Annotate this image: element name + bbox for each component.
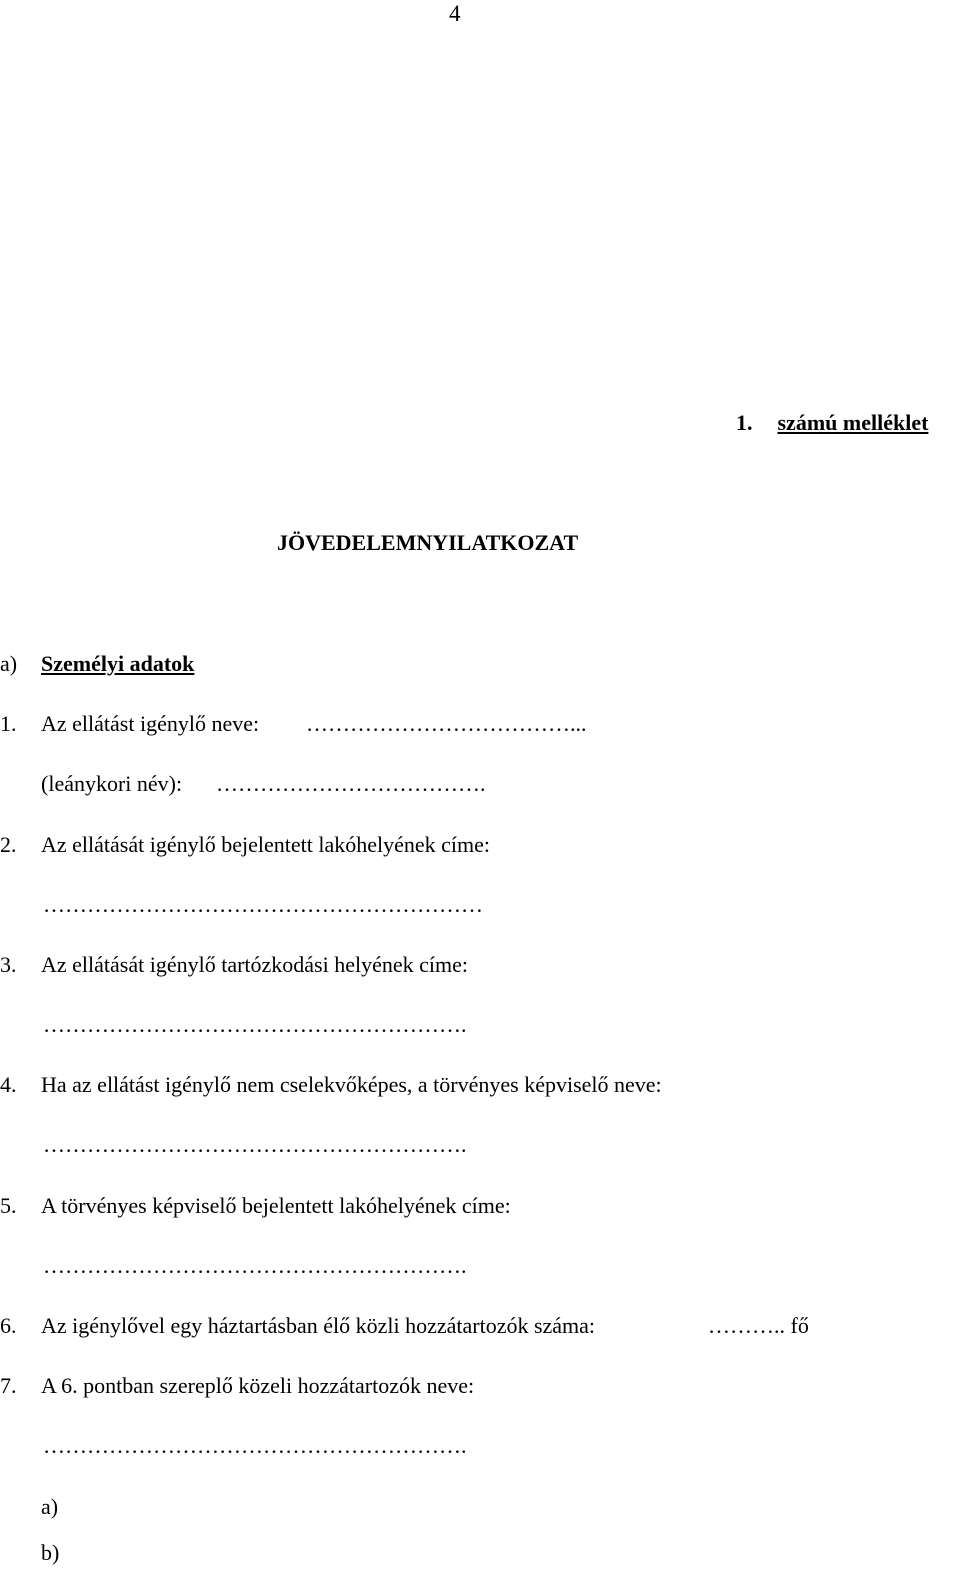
annex-text: számú melléklet bbox=[777, 410, 929, 435]
item-2-label: Az ellátását igénylő bejelentett lakóhelyének címe: bbox=[41, 832, 490, 857]
item-4-fill-line: …………………………………………………. bbox=[43, 1132, 467, 1157]
item-6-label: Az igénylővel egy háztartásban élő közli hozzátartozók száma: bbox=[41, 1313, 596, 1338]
item-4-number: 4. bbox=[0, 1072, 17, 1097]
annex-label bbox=[736, 409, 928, 437]
section-a-marker: a) bbox=[0, 651, 18, 676]
item-6-fill: ……….. fő bbox=[708, 1313, 809, 1338]
item-1-label: Az ellátást igénylő neve: bbox=[41, 711, 260, 736]
item-5-fill-line: …………………………………………………. bbox=[43, 1253, 467, 1278]
item-4-label: Ha az ellátást igénylő nem cselekvőképes, a törvényes képviselő neve: bbox=[41, 1072, 662, 1097]
item-3-label: Az ellátását igénylő tartózkodási helyének címe: bbox=[41, 952, 469, 977]
item-7-fill-line: …………………………………………………. bbox=[43, 1433, 467, 1458]
item-2-fill-line: …………………………………………………… bbox=[43, 892, 483, 917]
section-a-heading: Személyi adatok bbox=[41, 651, 195, 676]
item-2-number: 2. bbox=[0, 832, 17, 857]
sub-item-a: a) bbox=[41, 1494, 59, 1519]
item-5-label: A törvényes képviselő bejelentett lakóhelyének címe: bbox=[41, 1193, 511, 1218]
item-7-label: A 6. pontban szereplő közeli hozzátartozók neve: bbox=[41, 1373, 475, 1398]
annex-number: 1. bbox=[736, 410, 753, 435]
item-6-number: 6. bbox=[0, 1313, 17, 1338]
item-5-number: 5. bbox=[0, 1193, 17, 1218]
item-1-number: 1. bbox=[0, 711, 17, 736]
item-7-number: 7. bbox=[0, 1373, 17, 1398]
item-1-sub-label: (leánykori név): bbox=[41, 771, 183, 796]
item-1-sub-fill: ………………………………. bbox=[216, 771, 486, 796]
document-title: JÖVEDELEMNYILATKOZAT bbox=[277, 530, 579, 555]
page-number: 4 bbox=[449, 1, 461, 26]
item-3-fill-line: …………………………………………………. bbox=[43, 1012, 467, 1037]
item-3-number: 3. bbox=[0, 952, 17, 977]
sub-item-b: b) bbox=[41, 1540, 60, 1565]
item-1-fill: ………………………………... bbox=[306, 711, 587, 736]
